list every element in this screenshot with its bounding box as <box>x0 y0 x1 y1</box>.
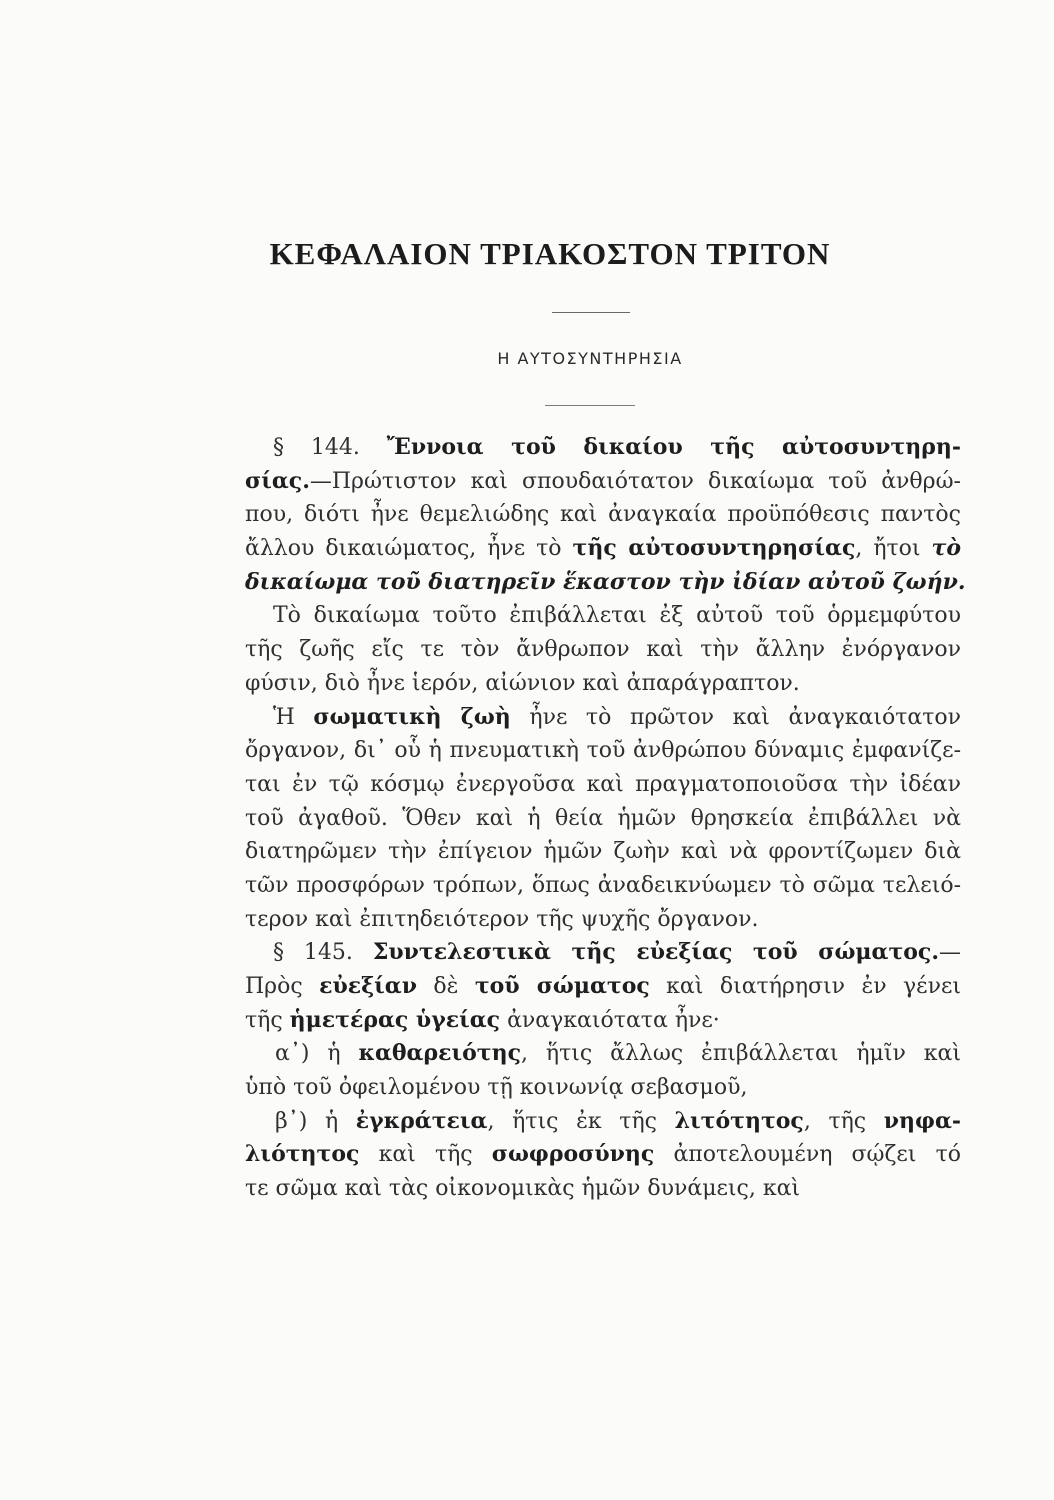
paragraph-144-line: τερον καὶ ἐπιτηδειότερον τῆς ψυχῆς ὄργανον. <box>245 906 759 932</box>
emphasis: ἡμετέρας ὑγείας <box>289 1006 501 1033</box>
section-number: § 144. <box>273 435 360 460</box>
section-number: § 145. <box>273 940 353 966</box>
paragraph-144-line: τῆς ζωῆς εἴς τε τὸν ἄνθρωπον καὶ τὴν ἄλλην ἐνόργανον <box>245 637 961 663</box>
paragraph-144-line: ὄργανον, δι᾽ οὗ ἡ πνευματικὴ τοῦ ἀνθρώπου δύναμις ἐμφανίζε- <box>245 738 961 764</box>
emphasis: σωφροσύνης <box>491 1141 655 1168</box>
text-run: καὶ διατήρησιν ἐν γένει <box>649 974 961 999</box>
text-run: ἦνε τὸ πρῶτον καὶ ἀναγκαιότατον <box>510 704 962 730</box>
paragraph-144-line: τοῦ ἀγαθοῦ. Ὅθεν καὶ ἡ θεία ἡμῶν θρησκεία ἐπιβάλλει νὰ <box>245 805 961 831</box>
text-run: Πρὸς <box>245 974 320 999</box>
emphasis: καθαρειότης <box>358 1040 521 1067</box>
paragraph-heading: σίας. <box>245 467 310 494</box>
section-title: Η ΑΥΤΟΣΥΝΤΗΡΗΣΙΑ <box>497 349 683 368</box>
paragraph-144-line: δικαίωμα τοῦ διατηρεῖν ἕκαστον τὴν ἰδίαν αὐτοῦ ζωήν. <box>245 568 966 595</box>
text-run: καὶ τῆς <box>359 1142 492 1168</box>
paragraph-145-line <box>245 1004 961 1038</box>
emphasis: νηφα- <box>883 1107 962 1134</box>
paragraph-144-line <box>245 532 961 566</box>
paragraph-144-line <box>245 465 961 499</box>
emphasis: λιτότητος <box>674 1107 804 1134</box>
list-item-a-line: ὑπὸ τοῦ ὀφειλομένου τῇ κοινωνίᾳ σεβασμοῦ, <box>245 1075 748 1101</box>
paragraph-144-line: που, διότι ἦνε θεμελιώδης καὶ ἀναγκαία προϋπόθεσις παντὸς <box>245 502 961 528</box>
text-run: ἀποτελουμένη σῴζει τό <box>654 1142 961 1168</box>
paragraph-145-line <box>245 970 961 1004</box>
emphasis: ἐγκράτεια <box>355 1107 488 1134</box>
text-run: , τῆς <box>803 1108 884 1134</box>
paragraph-heading: Ἔννοια τοῦ δικαίου τῆς αὐτοσυντηρη- <box>386 434 962 460</box>
list-item-b-line: τε σῶμα καὶ τὰς οἰκονομικὰς ἡμῶν δυνάμεις, καὶ <box>245 1176 801 1202</box>
text-run: ἀναγκαιότατα ἦνε· <box>500 1007 720 1033</box>
text-run: Ἡ <box>273 704 314 730</box>
paragraph-144-line: ται ἐν τῷ κόσμῳ ἐνεργοῦσα καὶ πραγματοποιοῦσα τὴν ἰδέαν <box>245 771 961 797</box>
text-run: , ἥτις ἐκ τῆς <box>487 1108 675 1134</box>
title-divider <box>552 312 630 313</box>
chapter-title: ΚΕΦΑΛΑΙΟΝ ΤΡΙΑΚΟΣΤΟΝ ΤΡΙΤΟΝ <box>269 236 831 271</box>
paragraph-144-line: φύσιν, διὸ ἦνε ἱερόν, αἰώνιον καὶ ἀπαράγραπτον. <box>245 670 800 696</box>
list-item-b <box>245 1105 961 1139</box>
section-divider <box>545 405 635 406</box>
text-run: δὲ <box>417 974 475 999</box>
emphasis: εὐεξίαν <box>319 973 417 999</box>
emphasis: σωματικὴ ζωὴ <box>313 703 511 730</box>
text-run: —Πρώτιστον καὶ σπουδαιότατον δικαίωμα τοῦ ἀνθρώ- <box>309 468 961 494</box>
text-run: , ἤτοι <box>855 536 932 562</box>
list-item-a <box>245 1037 961 1071</box>
text-run: , ἥτις ἄλλως ἐπιβάλλεται ἡμῖν καὶ <box>521 1041 961 1067</box>
list-item-b-line <box>245 1138 961 1172</box>
paragraph-heading: Συντελεστικὰ τῆς εὐεξίας τοῦ σώματος. <box>372 939 939 966</box>
text-run: τῆς <box>245 1007 290 1033</box>
text-run: ἄλλου δικαιώματος, ἦνε τὸ <box>245 536 573 562</box>
paragraph-144-line: διατηρῶμεν τὴν ἐπίγειον ἡμῶν ζωὴν καὶ νὰ φροντίζωμεν διὰ <box>245 839 961 865</box>
paragraph-145-line <box>245 936 961 970</box>
paragraph-144-line <box>245 431 961 465</box>
body-text <box>245 431 966 1206</box>
emphasis: τὸ <box>931 535 961 562</box>
emphasis: λιότητος <box>245 1141 360 1168</box>
emphasis: τοῦ σώματος <box>474 973 650 999</box>
paragraph-144-line <box>245 701 961 735</box>
paragraph-144-line: τῶν προσφόρων τρόπων, ὅπως ἀναδεικνύωμεν τὸ σῶμα τελειό- <box>245 872 961 898</box>
emphasis: τῆς αὐτοσυντηρησίας <box>572 535 856 562</box>
text-run: — <box>939 940 961 966</box>
paragraph-144-line: Τὸ δικαίωμα τοῦτο ἐπιβάλλεται ἐξ αὐτοῦ τοῦ ὁρμεμφύτου <box>273 603 961 629</box>
list-label: β᾽) ἡ <box>275 1108 356 1134</box>
list-label: α᾽) ἡ <box>275 1041 359 1067</box>
